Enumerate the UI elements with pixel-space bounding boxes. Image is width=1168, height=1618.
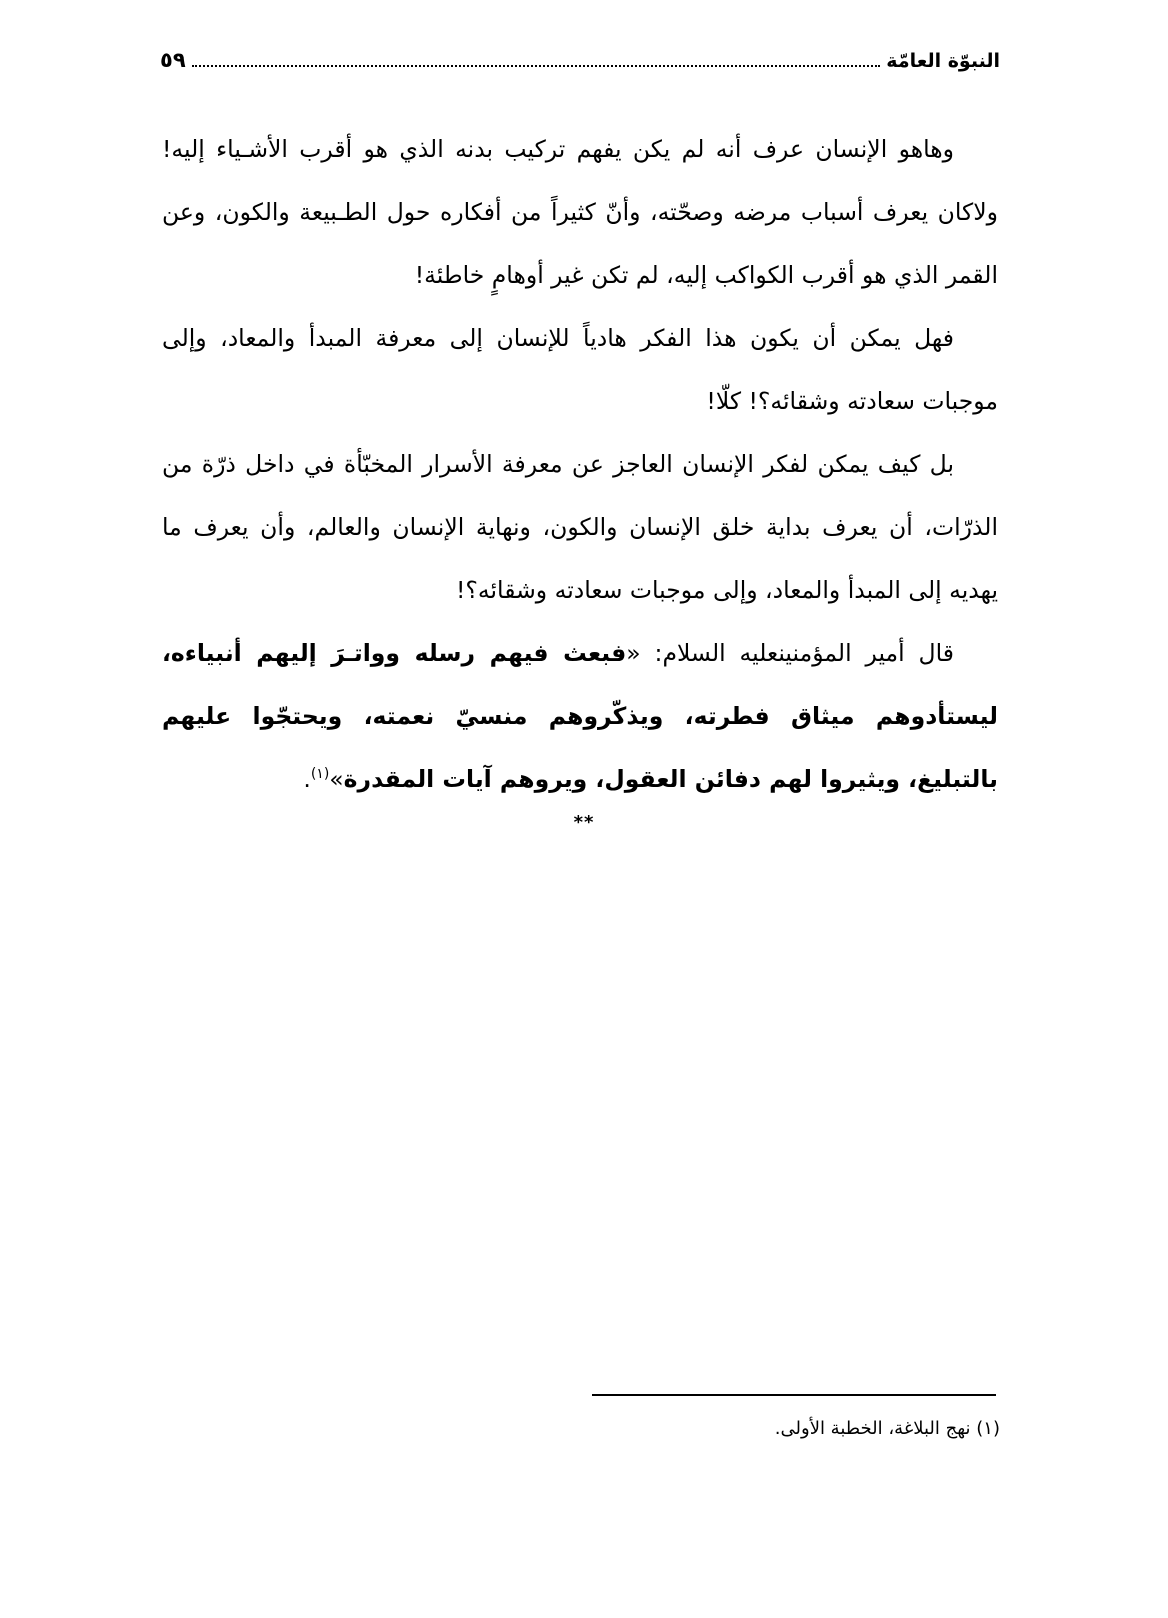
section-separator: ** — [573, 812, 595, 833]
running-header — [160, 48, 1000, 82]
quote-paragraph — [162, 622, 998, 811]
paragraph-1: وهاهو الإنسان عرف أنه لم يكن يفهم تركيب بدنه الذي هو أقرب الأشـياء إليه! ولاكان يعرف أسباب مرضه وصحّته، وأنّ كثيراً من أفكاره حول الطـبيعة والكون، وعن القمر الذي هو أقرب الكواكب إليه، لم تكن غير أوهامٍ خاطئة! — [162, 135, 998, 289]
quote-end: . — [303, 765, 311, 793]
running-title: النبوّة العامّة — [886, 50, 1000, 72]
footnote-text: (١) نهج البلاغة، الخطبة الأولى. — [774, 1418, 1000, 1439]
quote-intro: قال أمير المؤمنينعليه السلام: « — [626, 639, 954, 667]
header-leader-dots — [192, 51, 881, 67]
footnote-rule — [592, 1394, 996, 1396]
footnote-reference: (١) — [310, 766, 330, 783]
quote-text: فبعث فيهم رسله وواتـرَ إليهم أنبياءه، ليستأدوهم ميثاق فطرته، ويذكّروهم منسيّ نعمته، ويحتجّوا عليهم بالتبليغ، ويثيروا لهم دفائن العقول، ويروهم آيات المقدرة — [162, 639, 998, 793]
body-text — [162, 118, 998, 811]
page-number: ٥٩ — [160, 48, 186, 72]
quote-close: » — [329, 765, 344, 793]
paragraph-2: فهل يمكن أن يكون هذا الفكر هادياً للإنسان إلى معرفة المبدأ والمعاد، وإلى موجبات سعادته وشقائه؟! كلّا! — [162, 324, 998, 415]
paragraph-3: بل كيف يمكن لفكر الإنسان العاجز عن معرفة الأسرار المخبّأة في داخل ذرّة من الذرّات، أن يعرف بداية خلق الإنسان والكون، ونهاية الإنسان والعالم، وأن يعرف ما يهديه إلى المبدأ والمعاد، وإلى موجبات سعادته وشقائه؟! — [162, 450, 998, 604]
